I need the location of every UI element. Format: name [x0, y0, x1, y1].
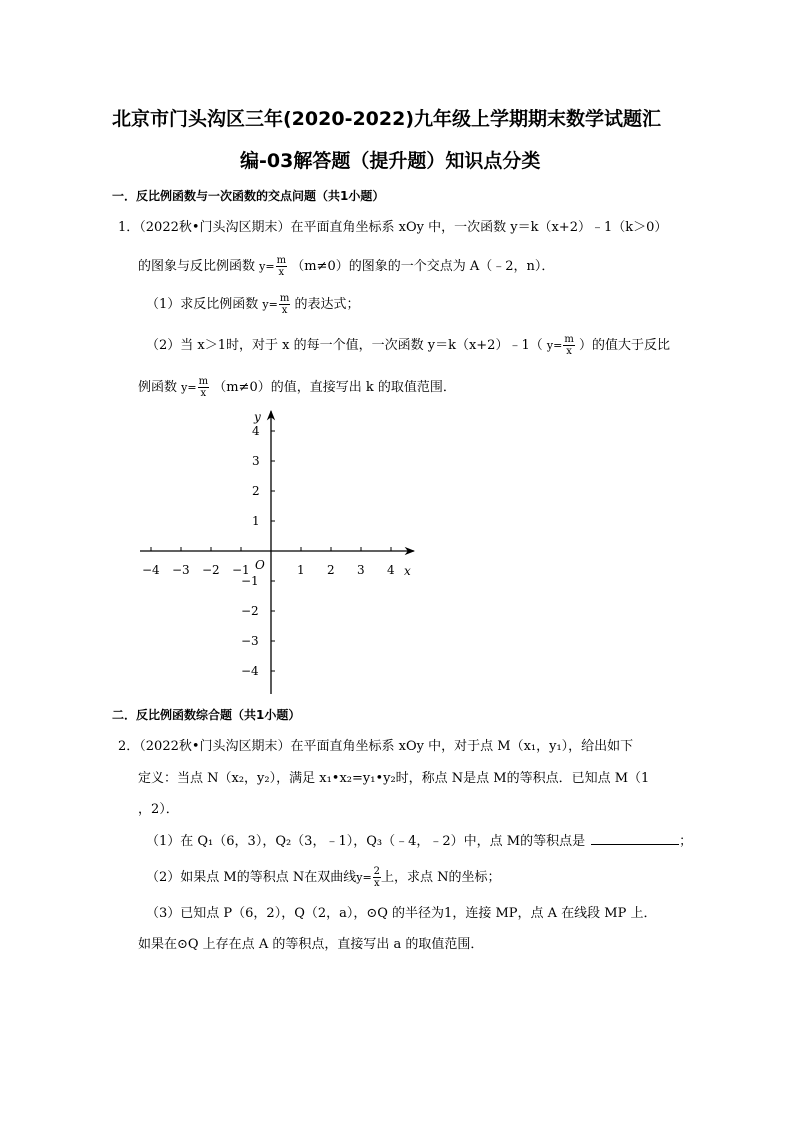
- x-tick-label: 1: [297, 563, 305, 577]
- fraction-y-m-over-x: [262, 293, 290, 316]
- y-tick-label: −2: [241, 604, 259, 618]
- origin-label: O: [255, 558, 265, 572]
- q2-part-1-end: ；: [679, 834, 693, 849]
- frac-numerator: m: [564, 334, 574, 345]
- x-tick-label: 4: [387, 563, 395, 577]
- q2-line-2: 定义：当点 N（x₂，y₂），满足 x₁•x₂=y₁•y₂时，称点 N是点 M的等积点．已知点 M（1: [138, 771, 650, 786]
- q2-line-1: 2．（2022秋•门头沟区期末）在平面直角坐标系 xOy 中，对于点 M（x₁，y₁），给出如下: [118, 739, 634, 754]
- q2-part-2: [146, 866, 501, 889]
- y-tick-label: −3: [241, 634, 259, 648]
- x-tick-label: 2: [327, 563, 335, 577]
- frac-denominator: x: [278, 267, 285, 278]
- y-tick-label: −4: [241, 664, 259, 678]
- q2-part-3-continued: 如果在⊙Q 上存在点 A 的等积点，直接写出 a 的取值范围．: [138, 937, 484, 952]
- q2-line-3: ，2）．: [138, 802, 179, 817]
- q2-part-3: （3）已知点 P（6，2），Q（2，a），⊙Q 的半径为1，连接 MP，点 A 在线段 MP 上．: [146, 906, 657, 921]
- y-tick-label: 1: [252, 514, 260, 528]
- q1-part-1: [146, 293, 360, 316]
- y-tick-label: 4: [252, 424, 260, 438]
- y-tick-label: 3: [252, 454, 260, 468]
- fraction-y-2-over-x: [356, 866, 381, 889]
- q2-part-1: [146, 832, 692, 851]
- frac-lhs: y=: [546, 338, 563, 352]
- q2-part-2-text-b: 上，求点 N的坐标；: [381, 870, 501, 885]
- section-1-heading: 一．反比例函数与一次函数的交点问题（共1小题）: [112, 189, 385, 203]
- document-title-line-1: 北京市门头沟区三年(2020-2022)九年级上学期期末数学试题汇: [112, 108, 662, 130]
- q1-part-2-continued: [138, 376, 456, 399]
- x-tick-label: 3: [357, 563, 365, 577]
- frac-numerator: m: [276, 255, 287, 266]
- y-tick-label: −1: [241, 574, 259, 588]
- fraction-y-m-over-x: [181, 376, 209, 399]
- frac-denominator: x: [374, 878, 380, 889]
- frac-denominator: x: [281, 305, 288, 316]
- q1-part-2-text-a: （2）当 x＞1时，对于 x 的每一个值，一次函数 y＝k（x+2）﹣1（: [146, 338, 543, 353]
- q2-part-2-text-a: （2）如果点 M的等积点 N在双曲线: [146, 870, 357, 885]
- frac-lhs: y=: [181, 380, 197, 394]
- frac-lhs: y=: [259, 259, 275, 273]
- answer-blank: [591, 832, 679, 845]
- q1-part-1-text-a: （1）求反比例函数: [146, 297, 259, 312]
- frac-numerator: m: [279, 293, 290, 304]
- frac-denominator: x: [200, 388, 207, 399]
- x-axis-label: x: [404, 564, 411, 578]
- frac-lhs: y=: [262, 297, 278, 311]
- frac-numerator: m: [198, 376, 209, 387]
- q1-line-2: [138, 255, 554, 278]
- q1-part-2-text-c: 例函数: [138, 380, 178, 395]
- fraction-y-m-over-x: [259, 255, 287, 278]
- y-tick-label: 2: [252, 484, 260, 498]
- x-tick-label: −2: [202, 563, 220, 577]
- frac-lhs: y=: [356, 870, 372, 884]
- frac-numerator: 2: [373, 866, 381, 877]
- q2-part-1-text: （1）在 Q₁（6，3），Q₂（3，﹣1），Q₃（﹣4，﹣2）中，点 M的等积点是: [146, 834, 586, 849]
- q1-part-2: [146, 334, 670, 357]
- q1-part-2-text-b: ）的值大于反比: [578, 338, 670, 353]
- section-2-heading: 二．反比例函数综合题（共1小题）: [112, 708, 301, 722]
- document-title-line-2: 编-03解答题（提升题）知识点分类: [240, 150, 541, 172]
- x-tick-label: −3: [172, 563, 190, 577]
- q1-line-2-text-b: （m≠0）的图象的一个交点为 A（﹣2，n）．: [291, 259, 555, 274]
- q1-line-2-text-a: 的图象与反比例函数: [138, 259, 256, 274]
- q1-part-2-text-d: （m≠0）的值，直接写出 k 的取值范围．: [213, 380, 456, 395]
- fraction-y-m-over-x: [547, 334, 575, 357]
- x-tick-label: −4: [142, 563, 160, 577]
- q1-line-1: 1．（2022秋•门头沟区期末）在平面直角坐标系 xOy 中，一次函数 y＝k（x+2）﹣1（k＞0）: [118, 220, 668, 235]
- y-axis-label: y: [254, 410, 261, 424]
- frac-denominator: x: [566, 346, 572, 357]
- coordinate-grid: [130, 405, 430, 700]
- q1-part-1-text-b: 的表达式；: [294, 297, 360, 312]
- x-tick-label: −1: [232, 563, 250, 577]
